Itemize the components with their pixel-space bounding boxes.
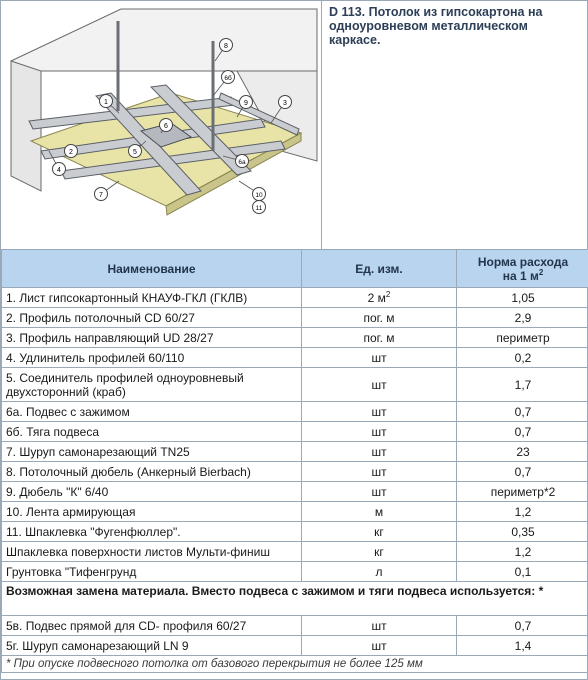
table-row (2, 542, 588, 562)
material-unit: шт (302, 368, 457, 402)
material-norm: 23 (457, 442, 588, 462)
material-name: 5г. Шуруп самонарезающий LN 9 (2, 636, 302, 656)
svg-text:1: 1 (104, 99, 108, 106)
replacement-note-row (2, 582, 588, 616)
material-name: 10. Лента армирующая (2, 502, 302, 522)
materials-table (1, 249, 588, 673)
material-norm: 1,7 (457, 368, 588, 402)
material-norm: 0,7 (457, 402, 588, 422)
callout-11 (253, 201, 266, 214)
svg-text:10: 10 (255, 192, 263, 199)
svg-text:6: 6 (164, 123, 168, 130)
callout-6b (222, 71, 235, 84)
table-row (2, 288, 588, 308)
svg-text:4: 4 (57, 167, 61, 174)
material-unit: л (302, 562, 457, 582)
material-norm: 2,9 (457, 308, 588, 328)
table-row (2, 502, 588, 522)
material-norm: 1,4 (457, 636, 588, 656)
material-norm: периметр (457, 328, 588, 348)
material-name: 4. Удлинитель профилей 60/110 (2, 348, 302, 368)
svg-text:6а: 6а (238, 159, 246, 166)
callout-7 (95, 188, 108, 201)
svg-text:5: 5 (133, 149, 137, 156)
ceiling-frame-illustration (1, 1, 322, 249)
material-unit: м (302, 502, 457, 522)
header-name: Наименование (2, 250, 302, 288)
material-unit: пог. м (302, 328, 457, 348)
table-row (2, 636, 588, 656)
table-row (2, 522, 588, 542)
callout-1 (100, 95, 113, 108)
material-unit: шт (302, 348, 457, 368)
material-unit: шт (302, 402, 457, 422)
table-row (2, 402, 588, 422)
table-row (2, 616, 588, 636)
material-name: 2. Профиль потолочный CD 60/27 (2, 308, 302, 328)
material-name: Грунтовка "Тифенгрунд (2, 562, 302, 582)
callout-4 (53, 163, 66, 176)
material-unit: шт (302, 636, 457, 656)
material-unit: шт (302, 462, 457, 482)
material-norm: 1,2 (457, 502, 588, 522)
ceiling-slab (11, 9, 317, 71)
callout-2 (65, 145, 78, 158)
table-row (2, 462, 588, 482)
callout-6a (236, 155, 249, 168)
callout-3 (279, 96, 292, 109)
material-norm: 0,2 (457, 348, 588, 368)
header-norm: Норма расхода на 1 $м^2$ (457, 250, 588, 288)
callout-5 (129, 145, 142, 158)
material-name: 7. Шуруп самонарезающий TN25 (2, 442, 302, 462)
material-norm: 0,1 (457, 562, 588, 582)
material-unit: пог. м (302, 308, 457, 328)
svg-text:2: 2 (69, 149, 73, 156)
callout-9 (240, 96, 253, 109)
table-row (2, 348, 588, 368)
table-row (2, 562, 588, 582)
material-unit: шт (302, 482, 457, 502)
footnote: * При опуске подвесного потолка от базового перекрытия не более 125 мм (2, 656, 588, 673)
svg-text:6б: 6б (224, 75, 232, 82)
material-norm: 0,7 (457, 422, 588, 442)
material-name: 8. Потолочный дюбель (Анкерный Bierbach) (2, 462, 302, 482)
material-name: 3. Профиль направляющий UD 28/27 (2, 328, 302, 348)
svg-text:9: 9 (244, 100, 248, 107)
top-section (1, 1, 588, 249)
material-name: 11. Шпаклевка "Фугенфюллер". (2, 522, 302, 542)
material-norm: 0,35 (457, 522, 588, 542)
material-unit: кг (302, 542, 457, 562)
table-row (2, 328, 588, 348)
material-name: 6б. Тяга подвеса (2, 422, 302, 442)
table-row (2, 442, 588, 462)
material-norm: 1,05 (457, 288, 588, 308)
material-name: 9. Дюбель "К" 6/40 (2, 482, 302, 502)
ceiling-frame-drawing (1, 1, 322, 249)
material-name: 5в. Подвес прямой для CD- профиля 60/27 (2, 616, 302, 636)
material-name: 1. Лист гипсокартонный КНАУФ-ГКЛ (ГКЛВ) (2, 288, 302, 308)
materials-table-body (2, 288, 588, 673)
material-norm: 0,7 (457, 616, 588, 636)
material-norm: 1,2 (457, 542, 588, 562)
table-row (2, 308, 588, 328)
material-unit: 2 $м^2$ (302, 288, 457, 308)
callout-10 (253, 188, 266, 201)
material-unit: шт (302, 422, 457, 442)
material-name: Шпаклевка поверхности листов Мульти-финиш (2, 542, 302, 562)
material-unit: шт (302, 616, 457, 636)
svg-text:7: 7 (99, 192, 103, 199)
callout-8 (220, 39, 233, 52)
table-row (2, 482, 588, 502)
material-name: 5. Соединитель профилей одноуровневый двухсторонний (краб) (2, 368, 302, 402)
svg-text:3: 3 (283, 100, 287, 107)
material-unit: кг (302, 522, 457, 542)
footnote-row (2, 656, 588, 673)
material-norm: периметр*2 (457, 482, 588, 502)
table-row (2, 422, 588, 442)
table-row (2, 368, 588, 402)
material-name: 6а. Подвес с зажимом (2, 402, 302, 422)
header-unit: Ед. изм. (302, 250, 457, 288)
svg-text:11: 11 (255, 205, 263, 212)
material-norm: 0,7 (457, 462, 588, 482)
drawing-title: D 113. Потолок из гипсокартона на одноуровневом металлическом каркасе. (329, 5, 543, 47)
svg-text:8: 8 (224, 43, 228, 50)
table-header-row (2, 250, 588, 288)
replacement-note: Возможная замена материала. Вместо подвеса с зажимом и тяги подвеса используется: * (2, 582, 588, 616)
callout-6 (160, 119, 173, 132)
material-unit: шт (302, 442, 457, 462)
